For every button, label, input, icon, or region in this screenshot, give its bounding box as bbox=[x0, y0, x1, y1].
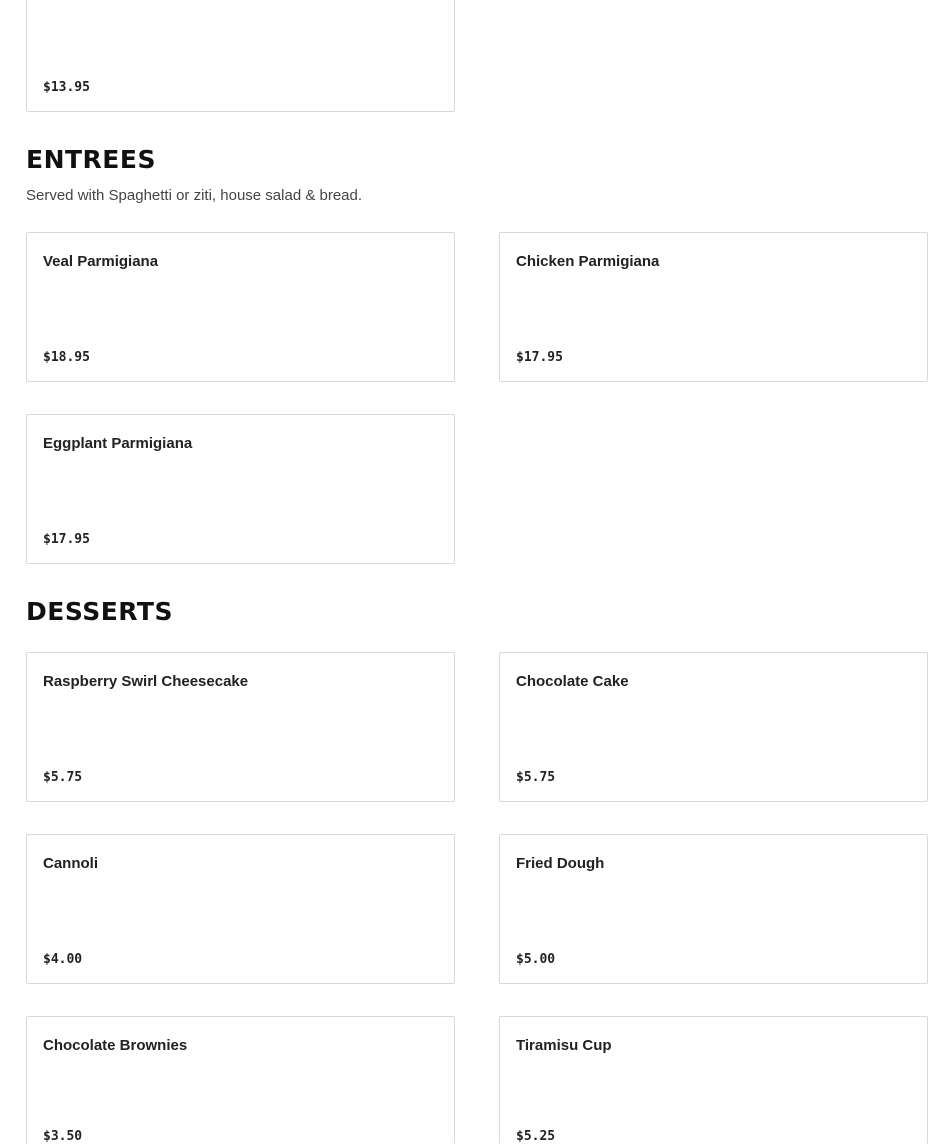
menu-item-price: $5.75 bbox=[516, 770, 556, 785]
menu-item-name: Chocolate Brownies bbox=[43, 1037, 188, 1054]
menu-item-card[interactable] bbox=[26, 414, 455, 564]
menu-item-name: Tiramisu Cup bbox=[516, 1037, 612, 1054]
menu-item-card[interactable] bbox=[499, 1016, 928, 1144]
menu-item-card[interactable] bbox=[499, 232, 928, 382]
menu-item-name: Fried Dough bbox=[516, 855, 605, 872]
menu-item-card[interactable] bbox=[26, 1016, 455, 1144]
menu-item-card[interactable] bbox=[26, 652, 455, 802]
menu-item-price: $18.95 bbox=[43, 350, 90, 365]
menu-item-name: Chocolate Cake bbox=[516, 673, 629, 690]
section-title-desserts: DESSERTS bbox=[26, 597, 173, 626]
menu-item-price: $3.50 bbox=[43, 1129, 83, 1144]
menu-item-price: $13.95 bbox=[43, 80, 90, 95]
menu-item-card[interactable] bbox=[26, 232, 455, 382]
menu-item-card[interactable] bbox=[26, 0, 455, 112]
section-title-entrees: ENTREES bbox=[26, 145, 156, 174]
menu-item-name: Raspberry Swirl Cheesecake bbox=[43, 673, 249, 690]
menu-item-card[interactable] bbox=[499, 652, 928, 802]
menu-item-name: Eggplant Parmigiana bbox=[43, 435, 193, 452]
menu-item-name: Chicken Parmigiana bbox=[516, 253, 660, 270]
menu-item-card[interactable] bbox=[499, 834, 928, 984]
menu-item-price: $5.00 bbox=[516, 952, 556, 967]
menu-item-price: $5.25 bbox=[516, 1129, 556, 1144]
menu-item-name: Veal Parmigiana bbox=[43, 253, 159, 270]
menu-item-price: $5.75 bbox=[43, 770, 83, 785]
section-description-entrees: Served with Spaghetti or ziti, house salad & bread. bbox=[26, 187, 363, 204]
menu-item-name: Cannoli bbox=[43, 855, 98, 872]
menu-item-card[interactable] bbox=[26, 834, 455, 984]
menu-item-price: $4.00 bbox=[43, 952, 83, 967]
menu-item-price: $17.95 bbox=[516, 350, 563, 365]
menu-item-price: $17.95 bbox=[43, 532, 90, 547]
